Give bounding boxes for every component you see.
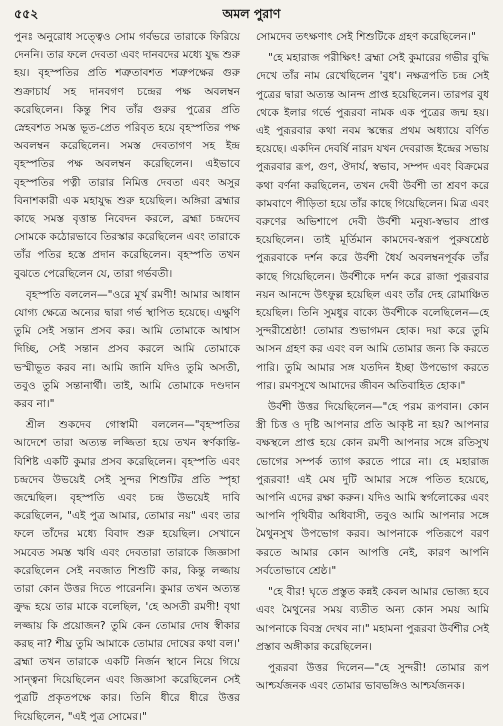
left-column <box>14 28 240 723</box>
paragraph: শ্রীল শুকদেব গোস্বামী বললেন—"বৃহস্পতির আদেশে তারা অত্যন্ত লজ্জিতা হয়ে তখন স্বর্ণকান্তি-বিশিষ্ট একটি কুমার প্রসব করেছিলেন। বৃহস্পতি এবং চন্দ্রদেব উভয়েই সেই সুন্দর শিশুটির প্রতি স্পৃহা জন্মেছিল। বৃহস্পতি এবং চন্দ্র উভয়েই দাবি করেছিলেন, "এই পুত্র আমার, তোমার নয়" এবং তার ফলে তাঁদের মধ্যে বিবাদ শুরু হয়েছিল। সেখানে সমবেত সমস্ত ঋষি এবং দেবতারা তারাকে জিজ্ঞাসা করেছিলেন সেই নবজাত শিশুটি কার, কিন্তু লজ্জায় তারা কোন উত্তর দিতে পারেননি। কুমার তখন অত্যন্ত ক্রুদ্ধ হয়ে তার মাকে বলেছিল, 'হে অসতী রমণী! বৃথা লজ্জায় কি প্রয়োজন? তুমি কেন তোমার দোষ স্বীকার করছ না? শীঘ্র তুমি আমাকে তোমার দোষের কথা বল।' ব্রহ্মা তখন তারাকে একটি নির্জন স্থানে নিয়ে গিয়ে সান্ত্বনা দিয়েছিলেন এবং জিজ্ঞাসা করেছিলেন সেই পুত্রটি প্রকৃতপক্ষে কার। তিনি ধীরে ধীরে উত্তর দিয়েছিলেন, "এই পুত্র সোমের।" <box>14 419 240 723</box>
paragraph: বৃহস্পতি বললেন—"ওরে মূর্খ রমণী! আমার আধান যোগ্য ক্ষেত্রে অন্যের দ্বারা গর্ভ স্থাপিত হয়েছে। এক্ষুণি তুমি সেই সন্তান প্রসব কর। আমি তোমাকে আশ্বাস দিচ্ছি, সেই সন্তান প্রসব করলে আমি তোমাকে ভস্মীভূত করব না। আমি জানি যদিও তুমি অসতী, তবুও তুমি সন্তানার্থী। তাই, আমি তোমাকে দণ্ডদান করব না।" <box>14 288 240 411</box>
running-title: অমল পুরাণ <box>222 6 281 21</box>
paragraph: "হে মহারাজ পরীক্ষিৎ! ব্রহ্মা সেই কুমারের গভীর বুদ্ধি দেখে তাঁর নাম রেখেছিলেন 'বুধ'। নক্ষত্রপতি চন্দ্র সেই পুত্রের দ্বারা অত্যন্ত আনন্দ প্রাপ্ত হয়েছিলেন। তারপর বুধ থেকে ইলার গর্ভে পুরূরবা নামক এক পুত্রের জন্ম হয়। এই পুরূরবার কথা নবম স্কন্ধের প্রথম অধ্যায়ে বর্ণিত হয়েছে। একদিন দেবর্ষি নারদ যখন দেবরাজ ইন্দ্রের সভায় পুরূরবার রূপ, গুণ, ঔদার্য, স্বভাব, সম্পদ এবং বিক্রমের কথা বর্ণনা করছিলেন, তখন দেবী উর্বশী তা শ্রবণ করে কামবাণে পীড়িতা হয়ে তাঁর কাছে গিয়েছিলেন। মিত্র এবং বরুণের অভিশাপে দেবী উর্বশী মনুষ্য-স্বভাব প্রাপ্ত হয়েছিলেন। তাই মূর্তিমান কামদেব-স্বরূপ পুরুষশ্রেষ্ঠ পুরূরবাকে দর্শন করে উর্বশী ধৈর্য অবলম্বনপূর্বক তাঁর কাছে গিয়েছিলেন। উর্বশীকে দর্শন করে রাজা পুরূরবার নয়ন আনন্দে উৎফুল্ল হয়েছিল এবং তাঁর দেহ রোমাঞ্চিত হয়েছিল। তিনি সুমধুর বাক্যে উর্বশীকে বলেছিলেন—হে সুন্দরীশ্রেষ্ঠা! তোমার শুভাগমন হোক। দয়া করে তুমি আসন গ্রহণ কর এবং বল আমি তোমার জন্য কি করতে পারি। তুমি আমার সঙ্গ যতদিন ইচ্ছা উপভোগ করতে পার। রমণসুখে আমাদের জীবন অতিবাহিত হোক।" <box>256 52 489 392</box>
page-header <box>14 6 489 26</box>
page-number: ৫৫২ <box>14 6 39 21</box>
paragraph: পুরূরবা উত্তর দিলেন—"হে সুন্দরী! তোমার রূপ আশ্চর্যজনক এবং তোমার ভাবভঙ্গিও আশ্চর্যজনক। <box>256 661 489 693</box>
paragraph: সোমদেব তৎক্ষণাৎ সেই শিশুটিকে গ্রহণ করেছিলেন।" <box>256 31 476 43</box>
paragraph: পুনঃ অনুরোধ সত্ত্বেও সোম গর্বভরে তারাকে ফিরিয়ে দেননি। তার ফলে দেবতা এবং দানবদের মধ্যে যুদ্ধ শুরু হয়। বৃহস্পতির প্রতি শত্রুতাবশত শত্রুপক্ষের গুরু শুক্রাচার্য সহ দানবগণ চন্দ্রের পক্ষ অবলম্বন করেছিলেন। কিন্তু শিব তাঁর গুরুর পুত্রের প্রতি স্নেহবশত সমস্ত ভূত-প্রেত পরিবৃত হয়ে বৃহস্পতির পক্ষ অবলম্বন করেছিলেন। সমস্ত দেবতাগণ সহ ইন্দ্র বৃহস্পতির পক্ষ অবলম্বন করেছিলেন। এইভাবে বৃহস্পতির পত্নী তারার নিমিত্ত দেবতা এবং অসুর বিনাশকারী এক মহাযুদ্ধ শুরু হয়েছিল। অঙ্গিরা ব্রহ্মার কাছে সমস্ত বৃত্তান্ত নিবেদন করলে, ব্রহ্মা চন্দ্রদেব সোমকে কঠোরভাবে তিরস্কার করেছিলেন এবং তারাকে তাঁর পতির হস্তে প্রদান করেছিলেন। বৃহস্পতি তখন বুঝতে পেরেছিলেন যে, তারা গর্ভবতী। <box>14 31 240 280</box>
paragraph: উর্বশী উত্তর দিয়েছিলেন—"হে পরম রূপবান। কোন স্ত্রী চিত্ত ও দৃষ্টি আপনার প্রতি আকৃষ্ট না হয়? আপনার বক্ষস্থলে প্রাপ্ত হয়ে কোন রমণী আপনার সঙ্গে রতিসুখ ভোগের সম্পর্ক ত্যাগ করতে পারে না। হে মহারাজ পুরূরবা! এই মেষ দুটি আমার সঙ্গে পতিত হয়েছে, আপনি এদের রক্ষা করুন। যদিও আমি স্বর্গলোকের এবং আপনি পৃথিবীর অধিবাসী, তবুও আমি আপনার সঙ্গে মৈথুনসুখ উপভোগ করব। আপনাকে পতিরূপে বরণ করতে আমার কোন আপত্তি নেই, কারণ আপনি সর্বতোভাবে শ্রেষ্ঠ।" <box>256 401 489 577</box>
paragraph: "হে বীর! ঘৃতে প্রস্তুত কন্নই কেবল আমার ভোজ্য হবে এবং মৈথুনের সময় ব্যতীত অন্য কোন সময় আমি আপনাকে বিবস্ত্র দেখব না।" মহামনা পুরূরবা উর্বশীর সেই প্রস্তাব অঙ্গীকার করেছিলেন। <box>256 586 489 653</box>
right-column <box>256 28 489 693</box>
